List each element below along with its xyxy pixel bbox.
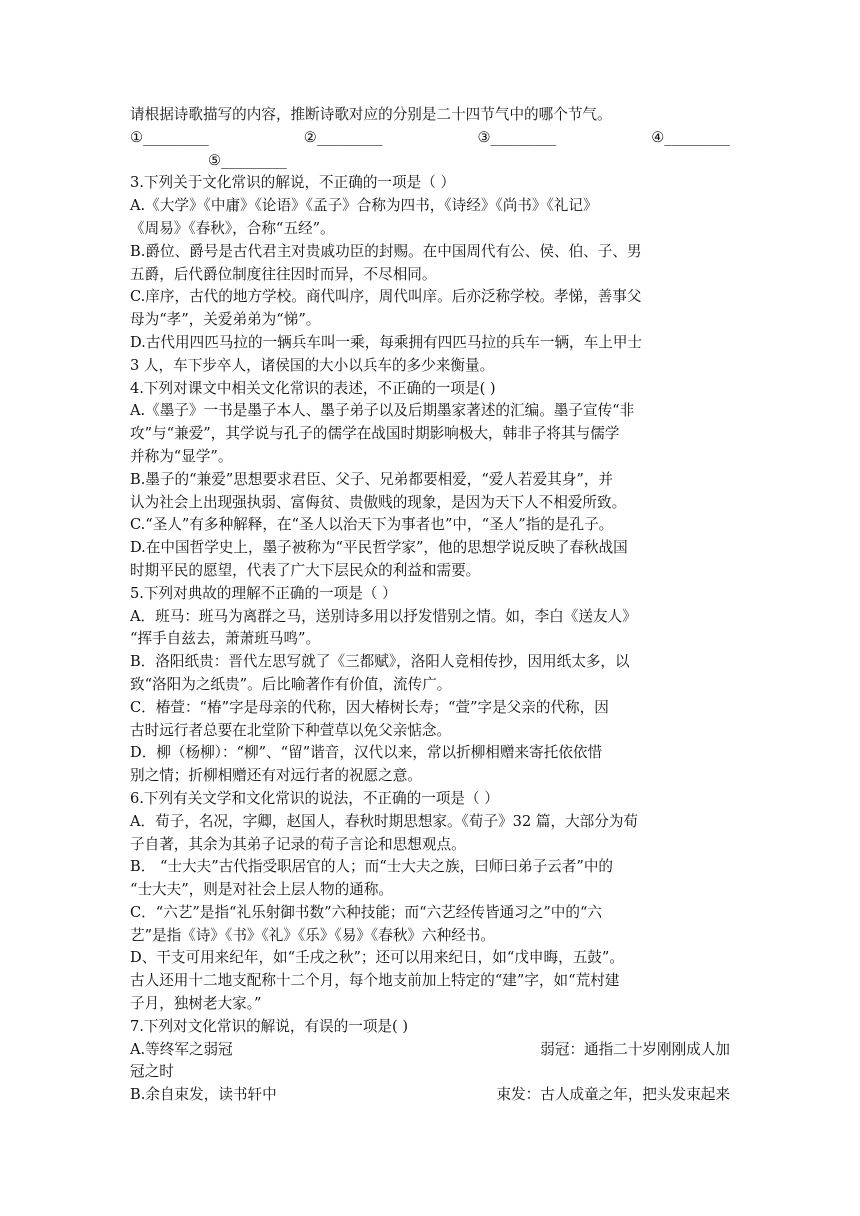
question-5-line: 古时远行者总要在北堂阶下种萱草以免父亲惦念。 <box>130 721 452 739</box>
question-5-line: A．班马：班马为离群之马，送别诗多用以抒发惜别之情。如，李白《送友人》 <box>130 607 637 625</box>
question-3-line: B.爵位、爵号是古代君主对贵戚功臣的封赐。在中国周代有公、侯、伯、子、男 <box>130 242 642 260</box>
question-6-line: D、干支可用来纪年，如“壬戌之秋”；还可以用来纪日，如“戊申晦，五鼓”。 <box>130 949 624 967</box>
question-4-stem: 4.下列对课文中相关文化常识的表述，不正确的一项是( ) <box>130 379 496 397</box>
question-3-line: A.《大学》《中庸》《论语》《孟子》合称为四书，《诗经》《尚书》《礼记》 <box>130 197 598 215</box>
question-7-option-b <box>130 1084 730 1107</box>
question-3-line: D.古代用四匹马拉的一辆兵车叫一乘，每乘拥有四匹马拉的兵车一辆，车上甲士 <box>130 333 643 351</box>
answer-blanks-row-2 <box>130 150 730 173</box>
question-4-line: 认为社会上出现强执弱、富侮贫、贵傲贱的现象，是因为天下人不相爱所致。 <box>130 493 627 511</box>
option-a-text: A.等终军之弱冠 <box>130 1040 233 1058</box>
question-4-line: 时期平民的愿望，代表了广大下层民众的利益和需要。 <box>130 561 481 579</box>
question-5-line: C．椿萱：“椿”字是母亲的代称，因大椿树长寿；“萱”字是父亲的代称，因 <box>130 698 609 716</box>
question-5-line: 致“洛阳为之纸贵”。后比喻著作有价值，流传广。 <box>130 675 452 693</box>
question-4-line: D.在中国哲学史上，墨子被称为“平民哲学家”，他的思想学说反映了春秋战国 <box>130 539 628 557</box>
question-4-line: 并称为“显学”。 <box>130 447 233 465</box>
question-6-line: 艺”是指《诗》《书》《礼》《乐》《易》《春秋》六种经书。 <box>130 926 495 944</box>
question-3-line: 母为“孝”，关爱弟弟为“悌”。 <box>130 311 321 329</box>
answer-blank-4[interactable]: ④_________ <box>651 128 730 146</box>
option-b-text: B.余自束发，读书轩中 <box>130 1086 277 1104</box>
question-4-line: A.《墨子》一书是墨子本人、墨子弟子以及后期墨家著述的汇编。墨子宣传“非 <box>130 402 635 420</box>
question-5-stem: 5.下列对典故的理解不正确的一项是（ ） <box>130 584 397 602</box>
question-7-option-a <box>130 1039 730 1062</box>
question-4-line: B.墨子的“兼爱”思想要求君臣、父子、兄弟都要相爱，“爱人若爱其身”，并 <box>130 470 614 488</box>
option-b-note: 束发：古人成童之年，把头发束起来 <box>496 1086 730 1104</box>
option-a-note: 弱冠：通指二十岁刚刚成人加 <box>540 1040 730 1058</box>
question-7-option-a-cont: 冠之时 <box>130 1063 174 1081</box>
question-5-line: 别之情；折柳相赠还有对远行者的祝愿之意。 <box>130 767 422 785</box>
question-4-line: C.“圣人”有多种解释，在“圣人以治天下为事者也”中，“圣人”指的是孔子。 <box>130 516 614 534</box>
question-6-line: A．荀子，名况，字卿，赵国人，春秋时期思想家。《荀子》32 篇，大部分为荀 <box>130 812 639 830</box>
answer-blank-2[interactable]: ②_________ <box>303 128 383 146</box>
question-6-stem: 6.下列有关文学和文化常识的说法，不正确的一项是（ ） <box>130 789 499 807</box>
question-3-line: C.庠序，古代的地方学校。商代叫序，周代叫庠。后亦泛称学校。孝悌，善事父 <box>130 288 642 306</box>
question-7-stem: 7.下列对文化常识的解说，有误的一项是( ) <box>130 1017 409 1035</box>
answer-blank-1[interactable]: ①_________ <box>130 128 209 146</box>
question-5-line: B．洛阳纸贵：晋代左思写就了《三都赋》，洛阳人竞相传抄，因用纸太多，以 <box>130 653 630 671</box>
question-6-line: 古人还用十二地支配称十二个月，每个地支前加上特定的“建”字，如“荒村建 <box>130 972 620 990</box>
question-5-line: “挥手自兹去，萧萧班马鸣”。 <box>130 630 321 648</box>
question-4-line: 攻”与“兼爱”，其学说与孔子的儒学在战国时期影响极大，韩非子将其与儒学 <box>130 425 620 443</box>
question-6-line: “士大夫”，则是对社会上层人物的通称。 <box>130 881 394 899</box>
question-3-line: 五爵，后代爵位制度往往因时而异，不尽相同。 <box>130 265 437 283</box>
answer-blanks-row <box>130 127 730 150</box>
question-6-line: 子自著，其余为其弟子记录的荀子言论和思想观点。 <box>130 835 466 853</box>
intro-text: 请根据诗歌描写的内容，推断诗歌对应的分别是二十四节气中的哪个节气。 <box>130 106 612 123</box>
answer-blank-5[interactable]: ⑤_________ <box>208 151 287 169</box>
question-6-line: 子月，独树老大家。” <box>130 995 262 1013</box>
question-3-line: 3 人，车下步卒人，诸侯国的大小以兵车的多少来衡量。 <box>130 356 495 374</box>
question-3-stem: 3.下列关于文化常识的解说，不正确的一项是（ ） <box>130 174 456 192</box>
answer-blank-3[interactable]: ③_________ <box>477 128 557 146</box>
question-content <box>130 104 730 1107</box>
question-6-line: C．“六艺”是指“礼乐射御书数”六种技能；而“六艺经传皆通习之”中的“六 <box>130 903 603 921</box>
question-6-line: B． “士大夫”古代指受职居官的人；而“士大夫之族，曰师曰弟子云者”中的 <box>130 858 614 876</box>
question-3-line: 《周易》《春秋》，合称“五经”。 <box>130 219 335 237</box>
question-5-line: D．柳（杨柳）：“柳”、“留”谐音，汉代以来，常以折柳相赠来寄托依依惜 <box>130 744 603 762</box>
